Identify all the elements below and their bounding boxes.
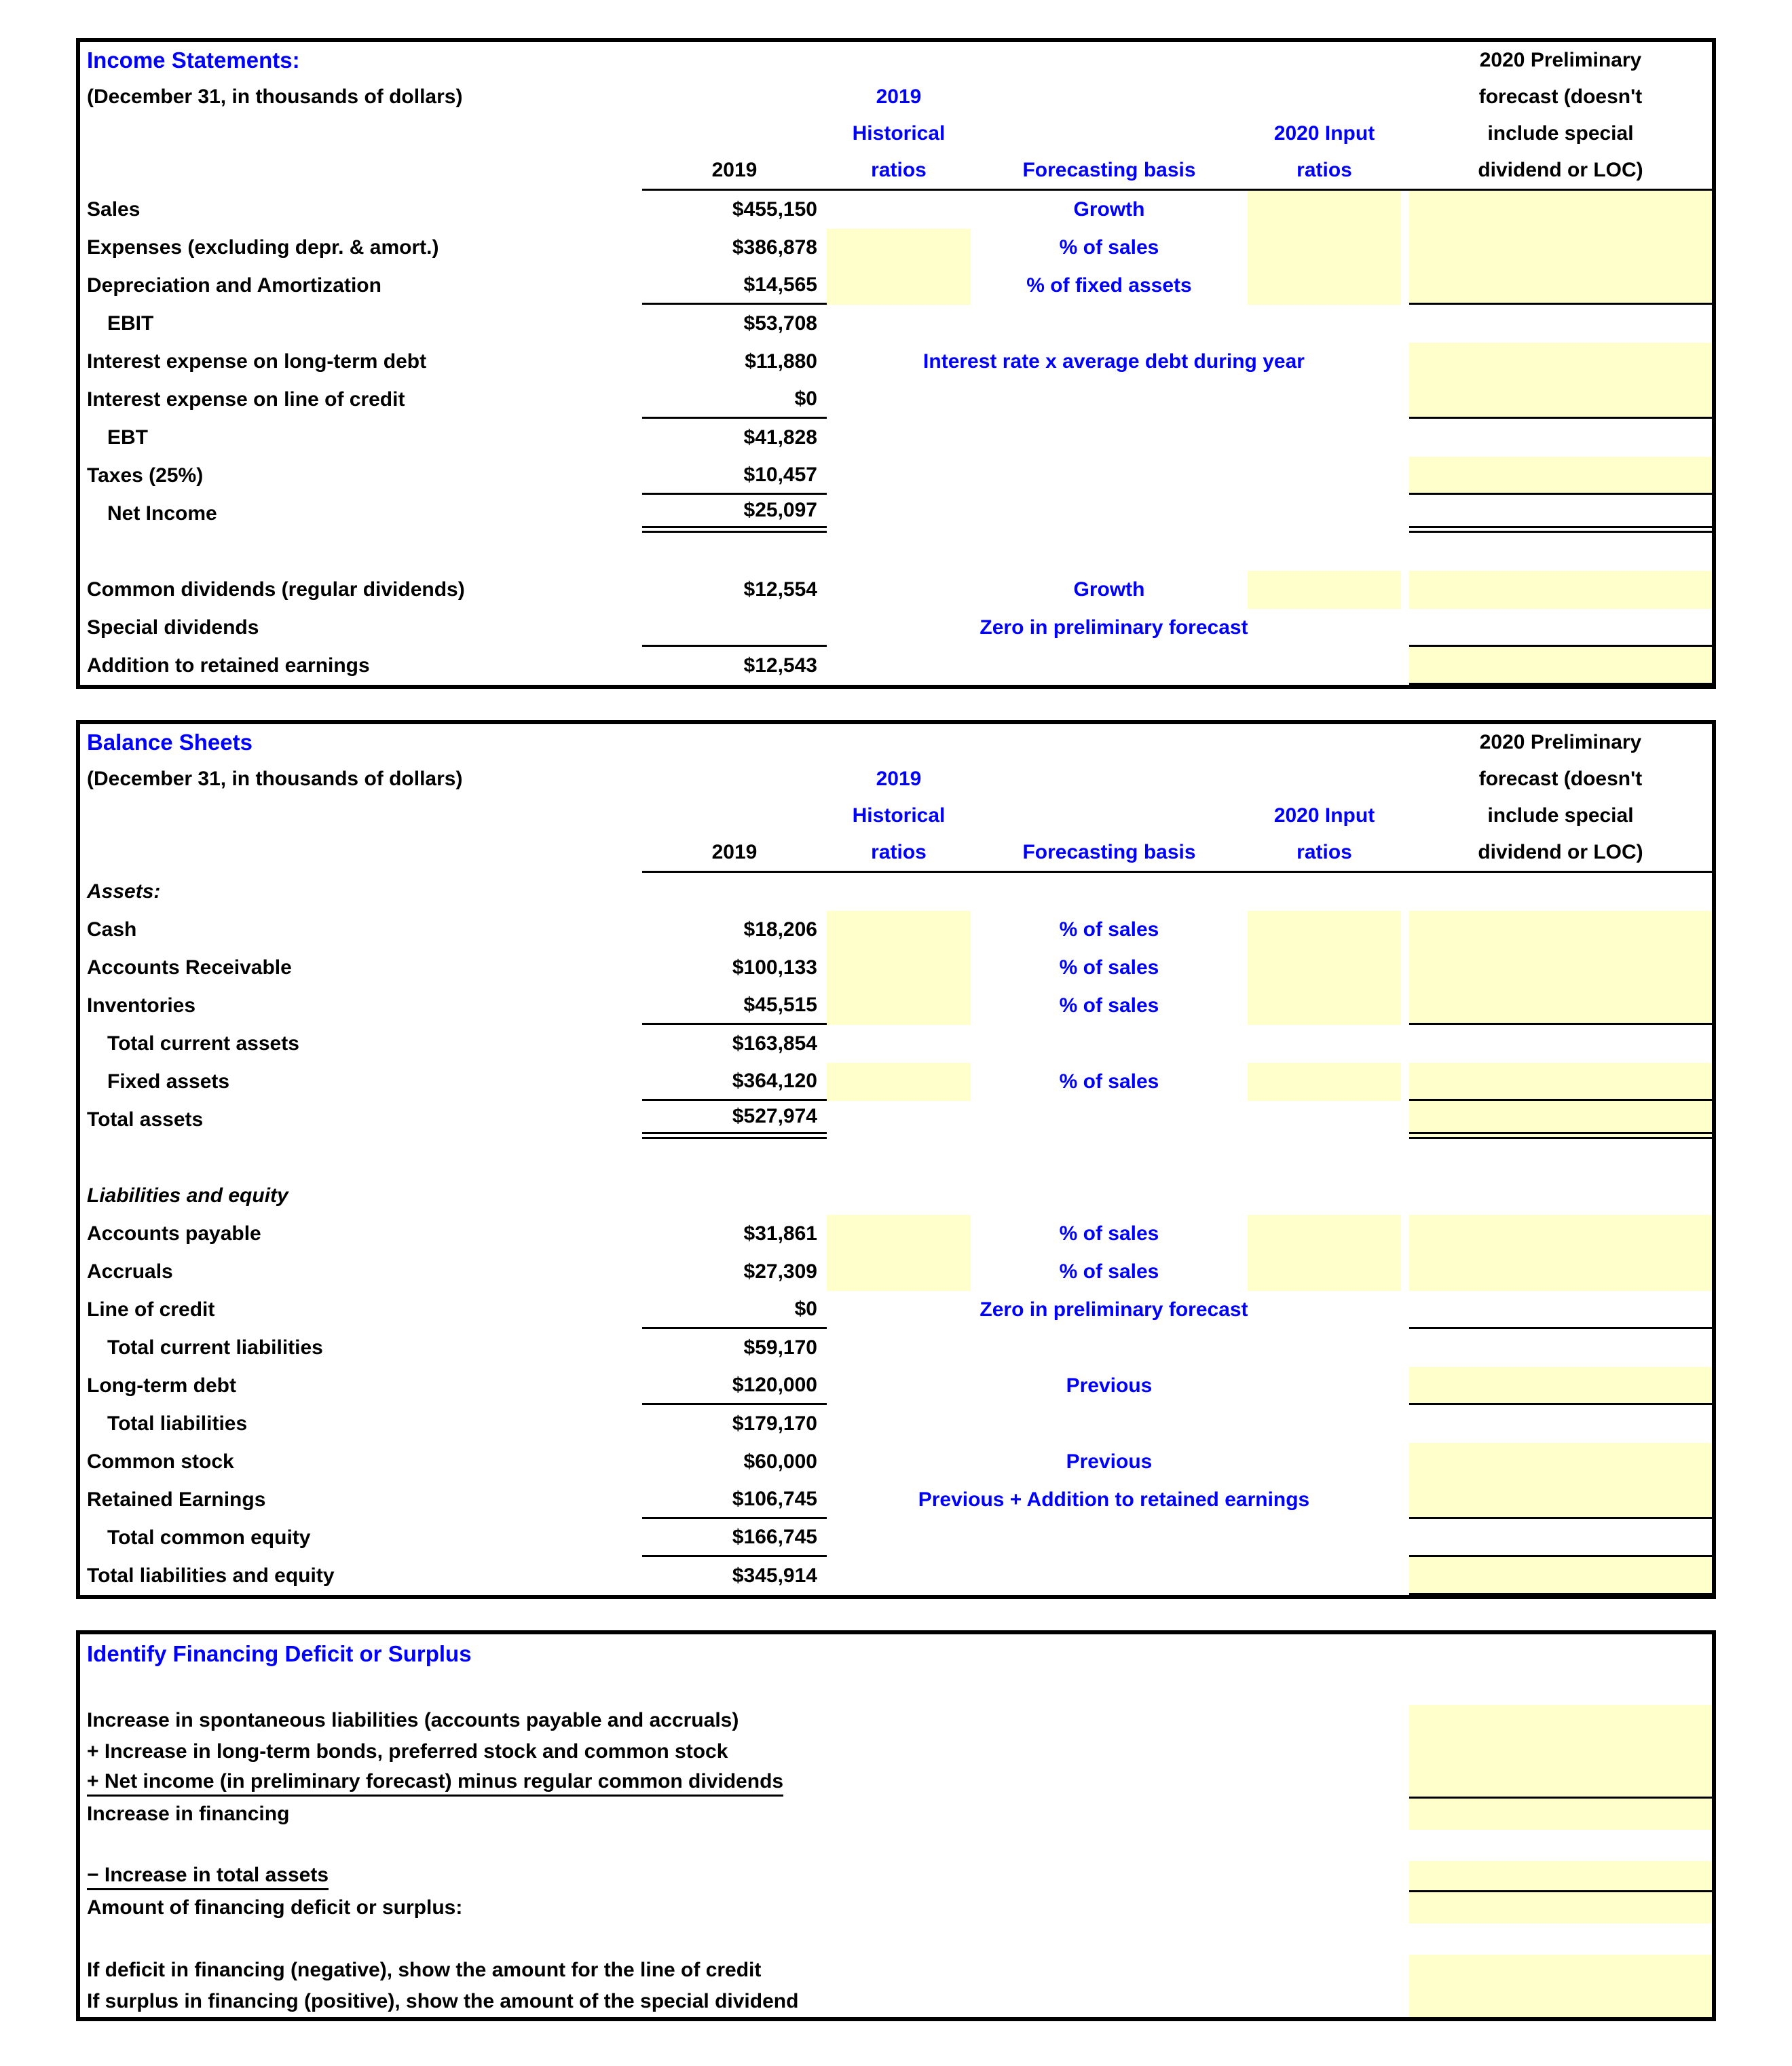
- value-2019: $27,309: [743, 1260, 817, 1283]
- row-label: Cash: [87, 918, 137, 941]
- forecasting-basis-label: Previous: [1066, 1450, 1153, 1473]
- forecast-input-cell[interactable]: [1409, 1557, 1712, 1595]
- worksheet-row: [80, 1443, 1712, 1481]
- row-label: EBT: [107, 426, 148, 449]
- worksheet-row: [80, 1736, 1712, 1767]
- value-2019: $18,206: [743, 918, 817, 941]
- worksheet-row: [80, 1955, 1712, 1986]
- forecasting-basis-label: % of sales: [1059, 236, 1159, 259]
- forecast-computed-cell: [1409, 1519, 1712, 1557]
- forecast-computed-cell: [1409, 1291, 1712, 1329]
- header-line: Historical: [852, 122, 946, 145]
- header-gap: [1401, 724, 1409, 873]
- header-line: [1401, 761, 1409, 797]
- forecast-computed-cell: [1409, 419, 1712, 457]
- forecast-input-cell[interactable]: [1409, 1705, 1712, 1736]
- forecasting-basis-label: Growth: [1073, 198, 1145, 221]
- value-2019: $163,854: [732, 1032, 817, 1055]
- header-line: [642, 42, 827, 79]
- row-label: Total current assets: [107, 1032, 299, 1055]
- header-line: [642, 797, 827, 834]
- forecast-computed-cell: [1409, 1405, 1712, 1443]
- historical-ratio-input-cell[interactable]: [827, 267, 971, 305]
- year-column-header: [642, 724, 827, 873]
- header-line: [1248, 761, 1401, 797]
- value-2019: $345,914: [732, 1564, 817, 1587]
- row-label: Accounts Receivable: [87, 956, 292, 979]
- forecasting-basis-header: [971, 42, 1248, 191]
- header-line: [642, 724, 827, 761]
- input-ratio-cell[interactable]: [1248, 229, 1401, 267]
- worksheet-row: [80, 1215, 1712, 1253]
- worksheet-row: [80, 647, 1712, 685]
- forecast-input-cell[interactable]: [1409, 1215, 1712, 1253]
- row-label: Interest expense on line of credit: [87, 388, 405, 411]
- header-line: [1401, 724, 1409, 761]
- row-label: Addition to retained earnings: [87, 654, 370, 677]
- header-line: Forecasting basis: [1022, 159, 1196, 181]
- header-line: [971, 761, 1248, 797]
- input-ratio-cell[interactable]: [1248, 1253, 1401, 1291]
- row-label: Total current liabilities: [107, 1336, 323, 1359]
- row-label: Common dividends (regular dividends): [87, 578, 465, 601]
- header-line: [971, 42, 1248, 79]
- row-label: [80, 1986, 1401, 2017]
- row-label: EBIT: [107, 312, 154, 335]
- forecasting-basis-label: % of sales: [1059, 1260, 1159, 1283]
- forecasting-basis-label: Zero in preliminary forecast: [979, 1298, 1248, 1321]
- row-label: Fixed assets: [107, 1070, 230, 1093]
- header-line: [642, 79, 827, 115]
- row-label: Interest expense on long-term debt: [87, 350, 427, 373]
- value-2019: $0: [642, 381, 827, 419]
- value-2019: $386,878: [732, 236, 817, 259]
- input-ratios-header: [1248, 724, 1401, 873]
- spacer-row: [80, 1830, 1712, 1861]
- row-label: Expenses (excluding depr. & amort.): [87, 236, 439, 259]
- year-column-header: [642, 42, 827, 191]
- section-title-row: [80, 1634, 1712, 1674]
- section-title: Identify Financing Deficit or Surplus: [87, 1641, 472, 1666]
- historical-ratio-input-cell[interactable]: [827, 1215, 971, 1253]
- row-label: Long-term debt: [87, 1374, 236, 1397]
- header-line: 2019: [711, 841, 758, 863]
- header-line: [971, 797, 1248, 834]
- forecast-input-cell[interactable]: [1409, 1367, 1712, 1405]
- spacer-row: [80, 1674, 1712, 1705]
- row-label: [80, 1892, 1401, 1923]
- worksheet-row: [80, 987, 1712, 1025]
- worksheet-row: [80, 1557, 1712, 1595]
- financing-deficit-surplus-section: [76, 1630, 1716, 2021]
- value-2019: $45,515: [642, 987, 827, 1025]
- header-line: [1401, 152, 1409, 189]
- row-label: Inventories: [87, 994, 196, 1017]
- section-subtitle: (December 31, in thousands of dollars): [87, 86, 463, 108]
- header-line: [642, 115, 827, 152]
- value-2019: $0: [642, 1291, 827, 1329]
- header-line: Forecasting basis: [1022, 841, 1196, 863]
- header-line: ratios: [871, 159, 927, 181]
- value-2019: $11,880: [745, 350, 817, 373]
- forecast-input-cell[interactable]: [1409, 1481, 1712, 1519]
- historical-ratio-input-cell[interactable]: [827, 229, 971, 267]
- input-ratio-cell[interactable]: [1248, 267, 1401, 305]
- historical-ratio-input-cell[interactable]: [827, 1063, 971, 1101]
- row-label: [80, 1736, 1401, 1767]
- worksheet-row: [80, 1861, 1712, 1892]
- worksheet-row: [80, 1799, 1712, 1830]
- row-label-text: Increase in financing: [87, 1803, 290, 1825]
- input-ratio-cell[interactable]: [1248, 571, 1401, 609]
- forecast-input-cell[interactable]: [1409, 949, 1712, 987]
- row-label: [80, 1705, 1401, 1736]
- value-2019: $455,150: [732, 198, 817, 221]
- row-label-text: + Increase in long-term bonds, preferred stock and common stock: [87, 1740, 728, 1763]
- header-line: dividend or LOC): [1478, 159, 1643, 181]
- row-label: Sales: [87, 198, 141, 221]
- value-2019: $364,120: [642, 1063, 827, 1101]
- value-2019: $166,745: [642, 1519, 827, 1557]
- value-2019: $31,861: [743, 1222, 817, 1245]
- forecast-input-cell[interactable]: [1409, 1861, 1712, 1892]
- worksheet-row: [80, 1986, 1712, 2017]
- forecast-input-cell[interactable]: [1409, 1799, 1712, 1830]
- worksheet-row: [80, 1025, 1712, 1063]
- worksheet-row: [80, 267, 1712, 305]
- forecast-input-cell[interactable]: [1409, 987, 1712, 1025]
- row-label: Total common equity: [107, 1526, 311, 1549]
- header-line: 2020 Input: [1273, 804, 1375, 827]
- header-line: 2019: [876, 768, 922, 790]
- value-2019: $12,554: [743, 578, 817, 601]
- forecast-input-cell[interactable]: [1409, 571, 1712, 609]
- input-ratio-cell[interactable]: [1248, 191, 1401, 229]
- worksheet-row: [80, 1892, 1712, 1923]
- forecasting-basis-header: [971, 724, 1248, 873]
- value-2019: $14,565: [642, 267, 827, 305]
- header-line: ratios: [1296, 841, 1352, 863]
- value-2019: $25,097: [642, 495, 827, 533]
- forecast-column-header: [1409, 724, 1712, 873]
- header-line: Historical: [852, 804, 946, 827]
- header-gap: [1401, 42, 1409, 191]
- row-label: Accruals: [87, 1260, 173, 1283]
- forecast-input-cell[interactable]: [1409, 191, 1712, 229]
- header-line: include special: [1487, 804, 1634, 827]
- worksheet-row: [80, 495, 1712, 533]
- worksheet-row: [80, 229, 1712, 267]
- value-2019: $41,828: [743, 426, 817, 449]
- header-line: [827, 724, 971, 761]
- row-label-text: If surplus in financing (positive), show the amount of the special dividend: [87, 1990, 799, 2012]
- header-line: [971, 115, 1248, 152]
- header-line: [1401, 42, 1409, 79]
- forecast-input-cell[interactable]: [1409, 1063, 1712, 1101]
- forecast-computed-cell: [1409, 1025, 1712, 1063]
- historical-ratio-input-cell[interactable]: [827, 911, 971, 949]
- input-ratio-cell[interactable]: [1248, 987, 1401, 1025]
- value-2019: $120,000: [642, 1367, 827, 1405]
- forecast-input-cell[interactable]: [1409, 1253, 1712, 1291]
- spacer-row: [80, 1923, 1712, 1955]
- row-label: Liabilities and equity: [87, 1184, 288, 1207]
- forecast-input-cell[interactable]: [1409, 229, 1712, 267]
- header-line: [642, 761, 827, 797]
- header-line: ratios: [871, 841, 927, 863]
- worksheet-row: [80, 1177, 1712, 1215]
- worksheet-row: [80, 1405, 1712, 1443]
- value-2019: $59,170: [743, 1336, 817, 1359]
- section-heading: [80, 42, 642, 191]
- value-2019: $179,170: [732, 1412, 817, 1435]
- value-2019: $12,543: [743, 654, 817, 677]
- header-line: 2020 Input: [1273, 122, 1375, 145]
- row-label: [80, 1861, 1401, 1892]
- input-ratios-header: [1248, 42, 1401, 191]
- historical-ratio-input-cell[interactable]: [827, 1253, 971, 1291]
- header-line: [1401, 797, 1409, 834]
- forecasting-basis-label: Previous: [1066, 1374, 1153, 1397]
- value-2019: $10,457: [642, 457, 827, 495]
- header-line: 2020 Preliminary: [1479, 49, 1642, 71]
- worksheet-row: [80, 1063, 1712, 1101]
- input-ratio-cell[interactable]: [1248, 1063, 1401, 1101]
- row-label: Assets:: [87, 880, 161, 903]
- value-2019: $527,974: [642, 1101, 827, 1139]
- header-line: [1401, 79, 1409, 115]
- forecasting-basis-label: % of sales: [1059, 994, 1159, 1017]
- row-label: Common stock: [87, 1450, 234, 1473]
- header-line: [971, 724, 1248, 761]
- spacer-row: [80, 1139, 1712, 1177]
- forecasting-basis-label: Growth: [1073, 578, 1145, 601]
- row-label-text: Increase in spontaneous liabilities (accounts payable and accruals): [87, 1709, 739, 1731]
- forecast-input-cell[interactable]: [1409, 1767, 1712, 1799]
- input-ratio-cell[interactable]: [1248, 1215, 1401, 1253]
- worksheet-row: [80, 1705, 1712, 1736]
- header-line: 2019: [876, 86, 922, 108]
- forecasting-basis-label: % of sales: [1059, 1222, 1159, 1245]
- row-label: Line of credit: [87, 1298, 215, 1321]
- value-2019: $60,000: [743, 1450, 817, 1473]
- worksheet-row: [80, 1519, 1712, 1557]
- value-2019: $106,745: [642, 1481, 827, 1519]
- row-label: Accounts payable: [87, 1222, 261, 1245]
- forecast-column-header: [1409, 42, 1712, 191]
- worksheet-row: [80, 305, 1712, 343]
- worksheet-row: [80, 873, 1712, 911]
- header-line: [1248, 42, 1401, 79]
- header-line: [1248, 79, 1401, 115]
- forecast-input-cell[interactable]: [1409, 381, 1712, 419]
- worksheet-row: [80, 419, 1712, 457]
- worksheet-row: [80, 911, 1712, 949]
- header-line: [1401, 834, 1409, 871]
- worksheet-row: [80, 1767, 1712, 1799]
- row-label: [80, 1767, 1401, 1799]
- forecasting-basis-label: % of fixed assets: [1026, 274, 1192, 297]
- forecasting-basis-label: Interest rate x average debt during year: [923, 350, 1305, 373]
- header-line: forecast (doesn't: [1478, 768, 1643, 790]
- value-2019: $100,133: [732, 956, 817, 979]
- worksheet-row: [80, 609, 1712, 647]
- forecast-input-cell[interactable]: [1409, 457, 1712, 495]
- historical-ratio-input-cell[interactable]: [827, 987, 971, 1025]
- forecast-input-cell[interactable]: [1409, 1892, 1712, 1923]
- forecast-input-cell[interactable]: [1409, 1955, 1712, 1986]
- input-ratio-cell[interactable]: [1248, 911, 1401, 949]
- forecasting-basis-label: Zero in preliminary forecast: [979, 616, 1248, 639]
- row-label: Retained Earnings: [87, 1488, 266, 1511]
- row-label: Special dividends: [87, 616, 259, 639]
- row-label: Taxes (25%): [87, 464, 204, 487]
- historical-ratios-header: [827, 724, 971, 873]
- historical-ratios-header: [827, 42, 971, 191]
- row-label: Depreciation and Amortization: [87, 274, 381, 297]
- forecast-input-cell[interactable]: [1409, 1736, 1712, 1767]
- header-line: 2019: [711, 159, 758, 181]
- forecast-input-cell[interactable]: [1409, 911, 1712, 949]
- worksheet-row: [80, 457, 1712, 495]
- section-title: Balance Sheets: [87, 730, 253, 755]
- worksheet-row: [80, 1329, 1712, 1367]
- section-title: Income Statements:: [87, 48, 300, 73]
- row-label: Net Income: [107, 502, 217, 525]
- worksheet-row: [80, 343, 1712, 381]
- forecasting-basis-label: Previous + Addition to retained earnings: [918, 1488, 1310, 1511]
- forecast-computed-cell: [1409, 495, 1712, 533]
- worksheet-row: [80, 1253, 1712, 1291]
- row-label: [80, 1955, 1401, 1986]
- forecast-input-cell[interactable]: [1409, 1443, 1712, 1481]
- forecast-input-cell[interactable]: [1409, 1986, 1712, 2017]
- forecast-input-cell[interactable]: [1409, 647, 1712, 685]
- forecasting-basis-label: % of sales: [1059, 956, 1159, 979]
- forecast-input-cell[interactable]: [1409, 343, 1712, 381]
- forecast-input-cell[interactable]: [1409, 267, 1712, 305]
- row-label: Total assets: [87, 1108, 204, 1131]
- forecasting-basis-label: % of sales: [1059, 1070, 1159, 1093]
- spacer-row: [80, 533, 1712, 571]
- forecast-computed-cell: [1409, 305, 1712, 343]
- header-line: ratios: [1296, 159, 1352, 181]
- header-line: [827, 42, 971, 79]
- forecast-computed-cell: [1409, 1329, 1712, 1367]
- worksheet-row: [80, 1291, 1712, 1329]
- row-label-text: − Increase in total assets: [87, 1864, 329, 1890]
- income-statements-section: [76, 38, 1716, 689]
- value-2019: [642, 609, 827, 647]
- header-line: forecast (doesn't: [1478, 86, 1643, 108]
- balance-sheets-section: [76, 720, 1716, 1599]
- worksheet-row: [80, 381, 1712, 419]
- forecasting-basis-label: % of sales: [1059, 918, 1159, 941]
- row-label-text: Amount of financing deficit or surplus:: [87, 1896, 463, 1919]
- forecast-computed-cell: [1409, 609, 1712, 647]
- forecast-input-cell[interactable]: [1409, 1101, 1712, 1139]
- worksheet-row: [80, 191, 1712, 229]
- header-line: [971, 79, 1248, 115]
- row-label: Total liabilities: [107, 1412, 248, 1435]
- worksheet-row: [80, 949, 1712, 987]
- worksheet-row: [80, 571, 1712, 609]
- header-line: include special: [1487, 122, 1634, 145]
- section-subtitle: (December 31, in thousands of dollars): [87, 768, 463, 790]
- input-ratio-cell[interactable]: [1248, 949, 1401, 987]
- row-label: Total liabilities and equity: [87, 1564, 335, 1587]
- row-label-text: + Net income (in preliminary forecast) minus regular common dividends: [87, 1770, 783, 1797]
- historical-ratio-input-cell[interactable]: [827, 949, 971, 987]
- section-header: [80, 724, 1712, 873]
- value-2019: $53,708: [743, 312, 817, 335]
- header-line: dividend or LOC): [1478, 841, 1643, 863]
- section-header: [80, 42, 1712, 191]
- header-line: 2020 Preliminary: [1479, 731, 1642, 753]
- header-line: [1401, 115, 1409, 152]
- section-heading: [80, 724, 642, 873]
- worksheet-row: [80, 1367, 1712, 1405]
- row-label-text: If deficit in financing (negative), show the amount for the line of credit: [87, 1959, 762, 1981]
- row-label: [80, 1799, 1401, 1830]
- worksheet-row: [80, 1101, 1712, 1139]
- worksheet-row: [80, 1481, 1712, 1519]
- header-line: [1248, 724, 1401, 761]
